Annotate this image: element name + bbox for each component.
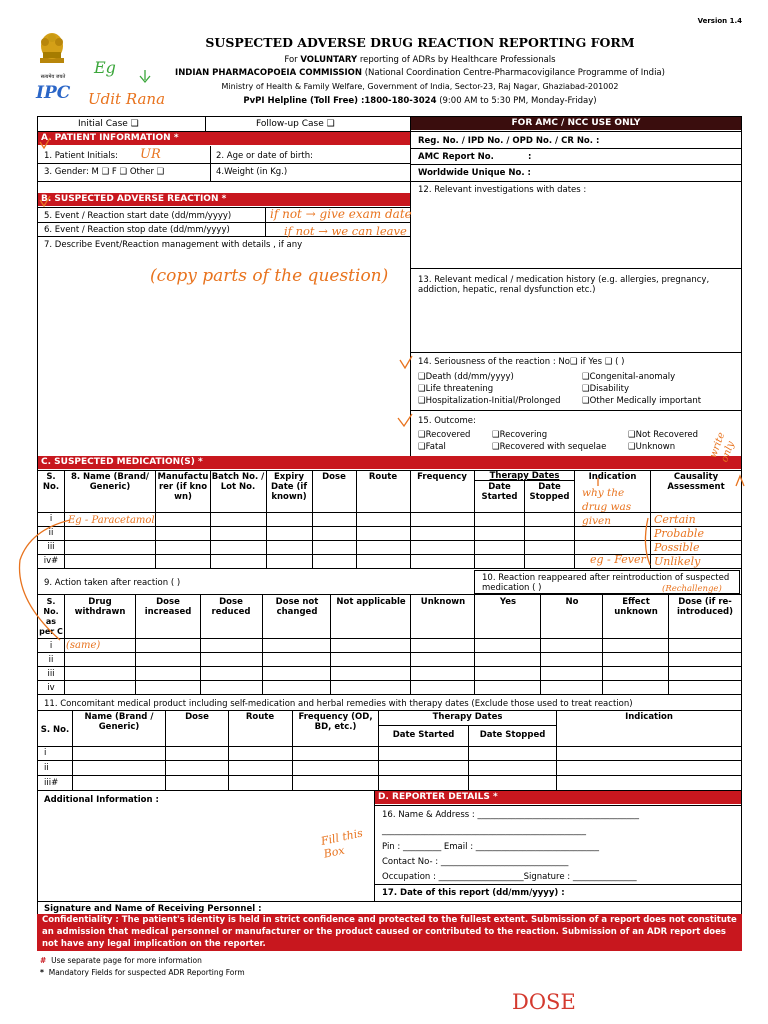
med-row-iii: iii — [47, 542, 55, 552]
act-col-withdrawn: Drug withdrawn — [74, 597, 126, 617]
act-row-iv: iv — [47, 683, 55, 693]
q15-not-recovered[interactable]: ❑Not Recovered — [628, 430, 699, 440]
act-row-i: i — [49, 641, 53, 651]
footnote-hash: # Use separate page for more information — [40, 956, 202, 965]
conc-col-route: Route — [245, 712, 275, 722]
conc-col-frequency: Frequency (OD, BD, etc.) — [298, 712, 373, 732]
handwriting-dose: DOSE — [512, 990, 576, 1014]
section-b-header: B. SUSPECTED ADVERSE REACTION * — [38, 193, 410, 206]
conc-col-sno: S. No. — [40, 725, 70, 735]
footnote-star: * Mandatory Fields for suspected ADR Reporting Form — [40, 968, 245, 977]
section-a-header: A. PATIENT INFORMATION * — [38, 132, 410, 145]
conc-col-dose: Dose — [185, 712, 209, 722]
ipc-logo: IPC — [36, 83, 71, 103]
conc-row-iii: iii# — [44, 778, 59, 788]
reporter-address-line[interactable]: ________________________________________________ — [382, 826, 586, 836]
handwriting-fever: eg - Fever — [590, 553, 646, 566]
section-d-header: D. REPORTER DETAILS * — [375, 791, 741, 804]
q15-recovering[interactable]: ❑Recovering — [492, 430, 548, 440]
act-row-ii: ii — [48, 655, 54, 665]
col-expiry: Expiry Date (if known) — [270, 472, 308, 502]
q14-disability[interactable]: ❑Disability — [582, 384, 630, 394]
med-row-ii: ii — [48, 528, 54, 538]
col-indication: Indication — [588, 472, 637, 482]
conc-col-indication: Indication — [625, 712, 673, 722]
q11-label: 11. Concomitant medical product including self-medication and herbal remedies with therapy dates (Exclude those used to treat reaction) — [44, 699, 633, 709]
act-col-increased: Dose increased — [144, 597, 192, 617]
weight-label: 4.Weight (in Kg.) — [216, 167, 288, 177]
q14-life-threatening[interactable]: ❑Life threatening — [418, 384, 494, 394]
reporter-name-field[interactable]: 16. Name & Address : ______________________________________ — [382, 810, 639, 820]
followup-case-checkbox[interactable]: Follow-up Case ❑ — [256, 119, 335, 129]
amc-unique-label: Worldwide Unique No. : — [418, 168, 531, 178]
col-name: 8. Name (Brand/ Generic) — [70, 472, 150, 492]
q12-label: 12. Relevant investigations with dates : — [418, 185, 587, 195]
emblem-motto: सत्यमेव जयते — [40, 74, 66, 80]
handwriting-causality: Certain Probable Possible Unlikely — [654, 513, 704, 568]
q15-sequelae[interactable]: ❑Recovered with sequelae — [492, 442, 607, 452]
q15-label: 15. Outcome: — [418, 416, 476, 426]
conc-col-stopped: Date Stopped — [479, 730, 546, 740]
act-col-sno: S. No. as per C — [39, 597, 63, 636]
report-date-label: 17. Date of this report (dd/mm/yyyy) : — [382, 888, 565, 898]
act-col-unknown: Unknown — [420, 597, 466, 607]
handwriting-write-only: write only — [707, 430, 737, 464]
conc-col-started: Date Started — [392, 730, 455, 740]
handwriting-eg: Eg — [94, 58, 116, 77]
q13-label: 13. Relevant medical / medication history (e.g. allergies, pregnancy, addiction, hepatic, renal dysfunction etc.) — [418, 275, 710, 295]
col-batch: Batch No. / Lot No. — [211, 472, 265, 492]
conc-col-name: Name (Brand / Generic) — [84, 712, 154, 732]
additional-info-label: Additional Information : — [44, 795, 159, 805]
form-subtitle: For VOLUNTARY reporting of ADRs by Healthcare Professionals — [284, 55, 556, 65]
helpline-line: PvPI Helpline (Toll Free) :1800-180-3024 (9:00 AM to 5:30 PM, Monday-Friday) — [243, 96, 597, 106]
act-col-not-applicable: Not applicable — [336, 597, 406, 607]
q9-label: 9. Action taken after reaction ( ) — [44, 578, 181, 588]
act-col-no: No — [565, 597, 579, 607]
reporter-occupation[interactable]: Occupation : ____________________Signature : _______________ — [382, 872, 637, 882]
handwriting-fill-box: Fill this Box — [319, 826, 364, 861]
reporter-contact[interactable]: Contact No- : ______________________________ — [382, 857, 569, 867]
med-row-i: i — [49, 514, 53, 524]
handwriting-indication: why the drug was given — [582, 487, 632, 527]
confidentiality-banner: Confidentiality : The patient's identity is held in strict confidence and protected to the fullest extent. Submission of a report does not constitute an admission that medical personnel or manufacturer or the product caused or contributed to the reaction. Submission of an ADR report does not have any legal implication on the reporter. — [37, 914, 742, 951]
conc-row-ii: ii — [44, 763, 49, 773]
q14-other[interactable]: ❑Other Medically important — [582, 396, 702, 406]
handwriting-stop-note: if not → we can leave — [284, 224, 407, 238]
q14-label: 14. Seriousness of the reaction : No❑ if Yes ❑ ( ) — [418, 357, 625, 367]
col-therapy-dates: Therapy Dates — [489, 471, 560, 481]
q14-congenital[interactable]: ❑Congenital-anomaly — [582, 372, 676, 382]
commission-line: INDIAN PHARMACOPOEIA COMMISSION (National Coordination Centre-Pharmacovigilance Programme of India) — [175, 68, 665, 78]
handwriting-copy: (copy parts of the question) — [150, 266, 389, 286]
col-sno: S. No. — [42, 472, 60, 492]
ministry-line: Ministry of Health & Family Welfare, Government of India, Sector-23, Raj Nagar, Ghaziabad-201002 — [221, 82, 619, 91]
col-frequency: Frequency — [417, 472, 467, 482]
q14-death[interactable]: ❑Death (dd/mm/yyyy) — [418, 372, 514, 382]
age-label: 2. Age or date of birth: — [216, 151, 313, 161]
act-col-yes: Yes — [499, 597, 517, 607]
col-date-stopped: Date Stopped — [529, 482, 570, 502]
handwriting-paracetamol: Eg - Paracetamol — [68, 515, 155, 526]
conc-row-i: i — [44, 748, 47, 758]
q15-recovered[interactable]: ❑Recovered — [418, 430, 471, 440]
signature-label: Signature and Name of Receiving Personnel : — [44, 904, 262, 914]
gender-field[interactable]: 3. Gender: M ❑ F ❑ Other ❑ — [44, 167, 165, 177]
reaction-describe-label: 7. Describe Event/Reaction management with details , if any — [44, 240, 303, 250]
col-date-started: Date Started — [481, 482, 518, 502]
act-col-not-changed: Dose not changed — [275, 597, 319, 617]
version-label: Version 1.4 — [697, 17, 742, 25]
act-col-dose: Dose (if re-introduced) — [677, 597, 733, 617]
reaction-stop-label: 6. Event / Reaction stop date (dd/mm/yyyy) — [44, 225, 230, 235]
q14-hospitalization[interactable]: ❑Hospitalization-Initial/Prolonged — [418, 396, 561, 406]
patient-initials-label: 1. Patient Initials: — [44, 151, 118, 161]
form-title: SUSPECTED ADVERSE DRUG REACTION REPORTING FORM — [205, 35, 635, 50]
amc-reg-label: Reg. No. / IPD No. / OPD No. / CR No. : — [418, 136, 600, 146]
handwriting-same: (same) — [66, 640, 101, 651]
amc-header: FOR AMC / NCC USE ONLY — [411, 117, 741, 130]
col-dose: Dose — [322, 472, 346, 482]
handwriting-rechallenge: (Rechallenge) — [662, 584, 722, 594]
handwriting-name: Udit Rana — [88, 90, 166, 108]
act-row-iii: iii — [47, 669, 55, 679]
section-c-header: C. SUSPECTED MEDICATION(S) * — [38, 456, 741, 469]
act-col-reduced: Dose reduced — [211, 597, 251, 617]
col-manufacturer: Manufacturer (if known) — [157, 472, 209, 502]
conc-col-therapy: Therapy Dates — [432, 712, 503, 722]
q15-unknown[interactable]: ❑Unknown — [628, 442, 676, 452]
handwriting-initials: UR — [140, 147, 161, 162]
q10-label: 10. Reaction reappeared after reintroduction of suspected medication ( ) — [482, 573, 730, 593]
col-route: Route — [368, 472, 398, 482]
handwriting-start-note: if not → give exam date — [270, 207, 412, 221]
amc-report-label: AMC Report No. — [418, 152, 494, 162]
reaction-start-label: 5. Event / Reaction start date (dd/mm/yyyy) — [44, 211, 232, 221]
q15-fatal[interactable]: ❑Fatal — [418, 442, 446, 452]
initial-case-checkbox[interactable]: Initial Case ❑ — [78, 119, 139, 129]
col-causality: Causality Assessment — [667, 472, 725, 492]
med-row-iv: iv# — [43, 556, 59, 566]
act-col-effect-unknown: Effect unknown — [614, 597, 658, 617]
reporter-pin-email[interactable]: Pin : _________ Email : _____________________________ — [382, 842, 600, 852]
